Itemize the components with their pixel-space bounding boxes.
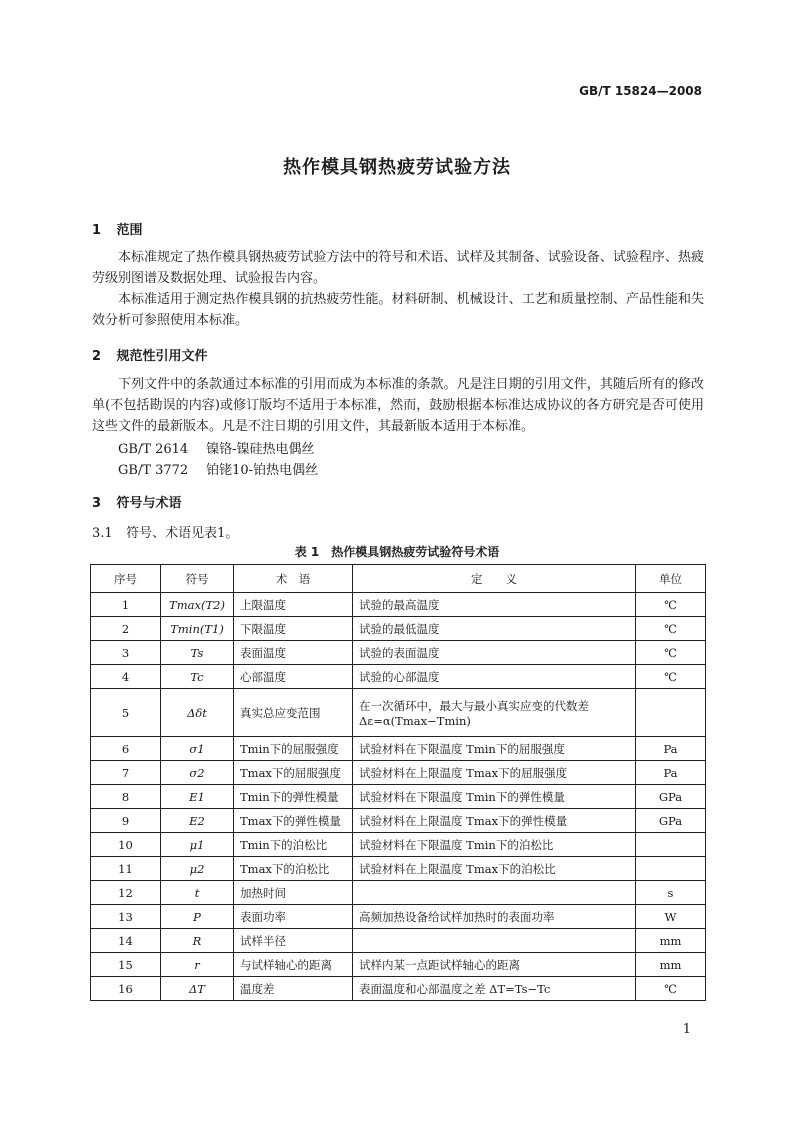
reference-item (118, 438, 315, 457)
header-symbol: 符号 (161, 565, 234, 593)
cell-symbol-text: Tmax(T2) (169, 597, 225, 612)
cell-symbol (161, 977, 234, 1001)
cell-no (91, 665, 161, 689)
cell-definition (353, 737, 636, 761)
table-row (91, 953, 706, 977)
cell-term (234, 737, 353, 761)
table-row (91, 737, 706, 761)
section-2-number: 2 (92, 349, 102, 364)
cell-definition-text: 试验的表面温度 (359, 645, 440, 660)
cell-definition (353, 905, 636, 929)
reference-code: GB/T 3772 (118, 463, 189, 478)
cell-no-text: 7 (121, 765, 130, 780)
cell-symbol (161, 905, 234, 929)
cell-definition-text: 试验材料在上限温度 Tmax下的屈服强度 (359, 765, 568, 780)
cell-unit (636, 761, 706, 785)
cell-unit-text: Pa (663, 741, 678, 756)
section-1-title: 范围 (116, 223, 143, 238)
table-row (91, 593, 706, 617)
cell-unit (636, 953, 706, 977)
cell-unit (636, 929, 706, 953)
cell-unit-text: ℃ (664, 669, 677, 684)
cell-term-text: Tmax下的泊松比 (240, 861, 330, 876)
cell-no-text: 11 (118, 861, 133, 876)
cell-symbol (161, 833, 234, 857)
cell-no (91, 881, 161, 905)
reference-item (118, 459, 318, 478)
cell-definition-text: 试验材料在上限温度 Tmax下的泊松比 (359, 861, 556, 876)
section-1-number: 1 (92, 223, 102, 238)
cell-definition (353, 977, 636, 1001)
cell-unit (636, 881, 706, 905)
cell-no (91, 857, 161, 881)
cell-definition-text: 试验材料在下限温度 Tmin下的弹性模量 (359, 789, 565, 804)
cell-unit (636, 641, 706, 665)
cell-term-text: 与试样轴心的距离 (240, 957, 332, 972)
cell-unit (636, 833, 706, 857)
table-row (91, 761, 706, 785)
cell-term-text: 表面温度 (240, 645, 286, 660)
section-3-heading (92, 492, 182, 511)
cell-definition-text: 在一次循环中，最大与最小真实应变的代数差 (359, 698, 589, 713)
cell-unit-text: ℃ (664, 621, 677, 636)
cell-term (234, 689, 353, 737)
cell-symbol-text: Δδt (187, 705, 207, 720)
cell-symbol (161, 617, 234, 641)
cell-symbol (161, 953, 234, 977)
cell-term (234, 809, 353, 833)
cell-unit (636, 977, 706, 1001)
table-body (91, 593, 706, 1001)
cell-unit (636, 785, 706, 809)
cell-no-text: 10 (118, 837, 133, 852)
header-term: 术 语 (234, 565, 353, 593)
standard-code: GB/T 15824—2008 (579, 84, 702, 98)
cell-no (91, 593, 161, 617)
cell-unit (636, 809, 706, 833)
subsection-3-1-number: 3.1 (92, 526, 113, 541)
cell-symbol-text: Ts (190, 645, 204, 660)
cell-term-text: 真实总应变范围 (240, 705, 321, 720)
cell-no (91, 977, 161, 1001)
section-1-paragraph-1: 本标准规定了热作模具钢热疲劳试验方法中的符号和术语、试样及其制备、试验设备、试验程序、热疲劳级别图谱及数据处理、试验报告内容。 (92, 250, 704, 286)
cell-symbol (161, 785, 234, 809)
cell-term (234, 881, 353, 905)
cell-symbol-text: σ2 (189, 765, 205, 780)
cell-no-text: 3 (121, 645, 130, 660)
cell-unit (636, 665, 706, 689)
cell-unit-text: ℃ (664, 981, 677, 996)
cell-no-text: 13 (118, 909, 133, 924)
cell-unit-text: GPa (658, 813, 683, 828)
cell-symbol (161, 857, 234, 881)
table-row (91, 617, 706, 641)
cell-term (234, 665, 353, 689)
cell-definition-text: 试样内某一点距试样轴心的距离 (359, 957, 520, 972)
cell-definition (353, 665, 636, 689)
cell-symbol (161, 689, 234, 737)
cell-definition-text: 试验材料在下限温度 Tmin下的屈服强度 (359, 741, 565, 756)
cell-no (91, 785, 161, 809)
cell-no-text: 12 (118, 885, 133, 900)
cell-unit-text: mm (659, 957, 682, 972)
header-unit: 单位 (636, 565, 706, 593)
subsection-3-1 (92, 522, 238, 541)
cell-symbol (161, 809, 234, 833)
reference-name: 铂铑10-铂热电偶丝 (206, 463, 319, 478)
cell-term (234, 833, 353, 857)
cell-definition (353, 785, 636, 809)
cell-no-text: 14 (118, 933, 133, 948)
cell-definition (353, 881, 636, 905)
cell-definition (353, 593, 636, 617)
cell-term (234, 857, 353, 881)
cell-term-text: 表面功率 (240, 909, 286, 924)
table-row (91, 809, 706, 833)
cell-symbol (161, 641, 234, 665)
cell-symbol-text: Tmin(T1) (170, 621, 224, 636)
cell-no (91, 617, 161, 641)
cell-term (234, 905, 353, 929)
cell-definition-text: 试验的最低温度 (359, 621, 440, 636)
cell-no-text: 5 (121, 705, 130, 720)
cell-no-text: 2 (121, 621, 130, 636)
cell-unit (636, 617, 706, 641)
cell-symbol-text: r (194, 957, 200, 972)
cell-no (91, 833, 161, 857)
cell-term (234, 977, 353, 1001)
cell-term-text: Tmax下的弹性模量 (240, 813, 341, 828)
cell-definition-text: 试验的心部温度 (359, 669, 440, 684)
cell-no (91, 809, 161, 833)
cell-unit (636, 737, 706, 761)
cell-term-text: 心部温度 (240, 669, 286, 684)
cell-term (234, 593, 353, 617)
cell-term (234, 761, 353, 785)
table-row (91, 977, 706, 1001)
cell-definition (353, 761, 636, 785)
cell-no (91, 929, 161, 953)
cell-term-text: 上限温度 (240, 597, 286, 612)
cell-definition-text: 试验的最高温度 (359, 597, 440, 612)
cell-no-text: 6 (121, 741, 130, 756)
cell-definition (353, 953, 636, 977)
cell-symbol-text: ΔT (189, 981, 205, 996)
cell-unit-text: ℃ (664, 597, 677, 612)
cell-symbol (161, 593, 234, 617)
table-row (91, 905, 706, 929)
cell-definition (353, 809, 636, 833)
cell-term (234, 641, 353, 665)
cell-no (91, 737, 161, 761)
cell-symbol-text: R (192, 933, 202, 948)
cell-symbol-text: E1 (189, 789, 205, 804)
cell-no-text: 15 (118, 957, 133, 972)
cell-definition-text: 试验材料在下限温度 Tmin下的泊松比 (359, 837, 554, 852)
cell-no-text: 8 (121, 789, 130, 804)
header-no: 序号 (91, 565, 161, 593)
cell-symbol-text: μ2 (189, 861, 205, 876)
cell-term (234, 617, 353, 641)
cell-definition-formula: Δε=α(Tmax−Tmin) (359, 713, 471, 728)
cell-term-text: Tmin下的泊松比 (240, 837, 328, 852)
cell-unit-text: W (664, 909, 677, 924)
cell-unit-text: Pa (663, 765, 678, 780)
cell-term-text: Tmax下的屈服强度 (240, 765, 341, 780)
cell-unit (636, 905, 706, 929)
cell-term (234, 953, 353, 977)
table-row (91, 665, 706, 689)
cell-definition (353, 641, 636, 665)
reference-code: GB/T 2614 (118, 442, 189, 457)
cell-term-text: 下限温度 (240, 621, 286, 636)
cell-no (91, 905, 161, 929)
cell-symbol-text: t (194, 885, 200, 900)
cell-term-text: Tmin下的屈服强度 (240, 741, 339, 756)
cell-term-text: 温度差 (240, 981, 275, 996)
cell-no-text: 4 (121, 669, 130, 684)
cell-term-text: 试样半径 (240, 933, 286, 948)
cell-symbol (161, 881, 234, 905)
table-row (91, 833, 706, 857)
subsection-3-1-text: 符号、术语见表1。 (126, 526, 239, 541)
cell-symbol (161, 929, 234, 953)
section-3-number: 3 (92, 496, 102, 511)
section-1-paragraph-2: 本标准适用于测定热作模具钢的抗热疲劳性能。材料研制、机械设计、工艺和质量控制、产品性能和失效分析可参照使用本标准。 (92, 292, 704, 328)
cell-no (91, 953, 161, 977)
cell-no (91, 761, 161, 785)
cell-no-text: 16 (118, 981, 133, 996)
symbols-table (90, 564, 706, 1001)
cell-no (91, 641, 161, 665)
cell-symbol-text: μ1 (189, 837, 205, 852)
cell-unit-text: s (667, 885, 674, 900)
cell-symbol (161, 665, 234, 689)
cell-symbol-text: Tc (190, 669, 204, 684)
reference-name: 镍铬-镍硅热电偶丝 (206, 442, 315, 457)
cell-symbol (161, 737, 234, 761)
cell-definition-text: 表面温度和心部温度之差 ΔT=Ts−Tc (359, 981, 551, 996)
section-3-title: 符号与术语 (116, 496, 182, 511)
table-header-row (91, 565, 706, 593)
page-number: 1 (682, 1022, 691, 1037)
cell-term-text: Tmin下的弹性模量 (240, 789, 339, 804)
table-row (91, 881, 706, 905)
cell-no-text: 1 (121, 597, 130, 612)
section-2-paragraph-1: 下列文件中的条款通过本标准的引用而成为本标准的条款。凡是注日期的引用文件，其随后所有的修改单(不包括勘误的内容)或修订版均不适用于本标准，然而，鼓励根据本标准达成协议的各方研究是否可使用这些文件的最新版本。凡是不注日期的引用文件，其最新版本适用于本标准。 (92, 377, 704, 434)
section-2-title: 规范性引用文件 (116, 349, 208, 364)
document-title: 热作模具钢热疲劳试验方法 (283, 157, 511, 178)
cell-definition-text: 试验材料在上限温度 Tmax下的弹性模量 (359, 813, 568, 828)
header-definition: 定 义 (353, 565, 636, 593)
cell-symbol-text: σ1 (189, 741, 205, 756)
cell-no (91, 689, 161, 737)
cell-unit (636, 593, 706, 617)
cell-symbol-text: P (193, 909, 201, 924)
cell-unit-text: mm (659, 933, 682, 948)
cell-symbol-text: E2 (189, 813, 205, 828)
cell-definition (353, 689, 636, 737)
cell-term (234, 785, 353, 809)
cell-no-text: 9 (121, 813, 130, 828)
table-caption: 表 1 热作模具钢热疲劳试验符号术语 (294, 545, 500, 559)
table-row (91, 785, 706, 809)
cell-term-text: 加热时间 (240, 885, 286, 900)
cell-unit (636, 689, 706, 737)
table-row (91, 689, 706, 737)
cell-definition (353, 617, 636, 641)
cell-unit-text: GPa (658, 789, 683, 804)
cell-unit (636, 857, 706, 881)
cell-term (234, 929, 353, 953)
cell-symbol (161, 761, 234, 785)
section-2-heading (92, 345, 208, 364)
cell-unit-text: ℃ (664, 645, 677, 660)
cell-definition-text: 高频加热设备给试样加热时的表面功率 (359, 909, 555, 924)
table-row (91, 857, 706, 881)
cell-definition (353, 929, 636, 953)
table-row (91, 641, 706, 665)
cell-definition (353, 833, 636, 857)
table-row (91, 929, 706, 953)
cell-definition (353, 857, 636, 881)
section-1-heading (92, 219, 143, 238)
